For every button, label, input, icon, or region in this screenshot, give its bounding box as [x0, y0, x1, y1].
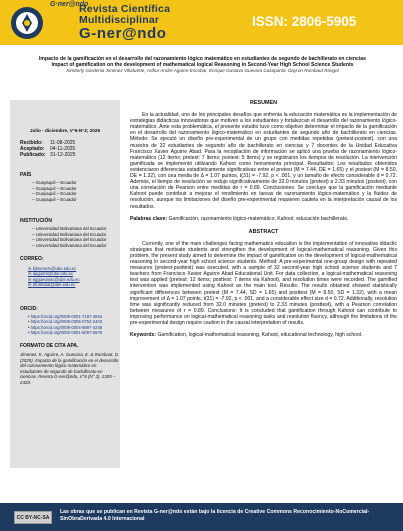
- article-authors: Kimberly Gardenia Jimenez Villafuerte, Arthur André Aguirre Escobar, Enrique Gustavo Guevara Cazapanta, Dayron Rumbaut Rangel: [66, 68, 339, 74]
- journal-name-line3: G-ner@ndo: [79, 25, 167, 42]
- resumen-heading: RESUMEN: [250, 100, 277, 106]
- resumen-body: En la actualidad, uno de los principales desafíos que enfrenta la educación matemática es la implementación de estrategias didácticas innovadoras que motiven a los estudiantes y fortalezcan el desarrollo del razonamiento lógico-matemático. Ante esta problemática, el presente estudio tuvo como objetivo determinar el impacto de la gamificación en el desarrollo del razonamiento lógico-matemático en estudiantes de segundo año de bachillerato en ciencias. Método: Se ejecutó un diseño pre-experimental de un grupo con medidas repetidas (pretest-postest), con una muestra de 32 estudiantes de segundo año de bachillerato en ciencias y 7 docentes de la Unidad Educativa Francisco Xavier Aguirre Abad. Para la recopilación de información se aplicó una prueba de razonamiento lógico-matemático (12 ítems; pretest: 7 ítems; postest: 5 ítems) y se registraron los tiempos de resolución. La intervención gamificada se implementó utilizando Kahoot como herramienta principal. Resultados: Los resultados obtenidos evidenciaron diferencias estadísticamente significativas entre el pretest (M = 7.44, DE = 1.65) y el postest (M = 8.50, DE = 1.32), con una media de Δ = 1.07 puntos, t(31) = -7.92, p < .001, y un tamaño de efecto considerable d = 0.72. Además, el tiempo de resolución se redujo significativamente de 32.0 minutos (pretest) a 2.33 minutos (postest), con una correlación de Pearson entre medidas de r = 0.89. Conclusiones: Se concluye que la gamificación mediante Kahoot puede contribuir a mejorar el rendimiento en tareas de razonamiento lógico-matemático y la fluidez de resolución, aunque los limitaciones del diseño pre-experimental requieren cautela en la interpretación causal de los resultados.: [130, 112, 397, 210]
- institucion-item: – Universidad Bolivariana del Ecuador: [32, 232, 106, 238]
- institucion-list: [32, 226, 106, 248]
- issn-label: ISSN: 2806-5905: [252, 14, 357, 29]
- license-footer: [0, 503, 403, 531]
- date-value: 11-08-2025: [50, 140, 76, 146]
- article-title-en: Impact of gamification on the development of mathematical logical Reasoning in Second-Year High School Science Students: [51, 62, 354, 69]
- journal-brand: G·ner@ndo: [50, 1, 89, 8]
- article-dates: [20, 140, 76, 159]
- license-text: Las obras que se publican en Revista G-ner@ndo están bajo la licencia de Creative Commons Reconocimiento-NoComercial-SinObraDerivada 4.0 Internacional: [60, 509, 370, 522]
- date-row: [20, 152, 76, 158]
- edition-label: Julio - diciembre, V°6-N°2; 2025: [29, 128, 101, 133]
- email-link[interactable]: ✉ aaguirre@ube.edu.ec: [28, 271, 80, 276]
- article-sidebar: [10, 100, 120, 468]
- cita-heading: FORMATO DE CITA APA.: [20, 343, 79, 349]
- abstract-body: Currently, one of the main challenges facing mathematics education is the implementation of innovative didactic strategies that motivate students and strengthen the development of logical-mathematical reasoning. Given this problem, the present study aimed to determine the impact of gamification on the development of logical-mathematical reasoning in second-year high school science students. Method: A pre-experimental one-group design with repeated measures (pretest-posttest) was executed, with a sample of 32 second-year high school science students and 7 teachers from Francisco Xavier Aguirre Abad Educational Unit. For data collection, a logical-mathematical reasoning test was applied (pretest: 12 items; posttest: 7 items via Kahoot), and resolution times were recorded. The gamified intervention was implemented using Kahoot as the main tool. Results: The results obtained showed statistically significant differences between pretest (M = 7.44, SD = 1.65) and posttest (M = 8.50, SD = 1.32), with a mean improvement of Δ = 1.07 points, t(31) = -7.92, p < .001, and a considerable effect size d = 0.72. Additionally, resolution time was significantly reduced from 32.0 minutes (pretest) to 2.33 minutes (posttest), with a Pearson correlation between measures of r = 0.89. Conclusions: It is concluded that gamification through Kahoot can contribute to improving performance on logical-mathematical reasoning tasks and resolution fluency, although the limitations of the pre-experimental design require caution in the causal interpretation of results.: [130, 240, 397, 326]
- date-label: Recibido:: [20, 140, 43, 146]
- pais-item: – Guayaquil – Ecuador: [32, 191, 77, 197]
- date-label: Publicado:: [20, 152, 46, 159]
- journal-header: [0, 0, 403, 45]
- article-main: [130, 100, 397, 338]
- email-list: [28, 266, 80, 288]
- pais-item: – Guayaquil – Ecuador: [32, 197, 77, 203]
- pais-item: – Guayaquil – Ecuador: [32, 186, 77, 192]
- date-value: 04-11-2025: [50, 146, 76, 153]
- keywords-label: Palabras clave:: [130, 215, 168, 222]
- institucion-item: – Universidad Bolivariana del Ecuador: [32, 243, 106, 249]
- orcid-link[interactable]: • https://orcid.org/0009-0005-0752-2403: [28, 319, 102, 324]
- keywords-text: Gamificación, razonamiento lógico-matemático, Kahoot, educación bachillerato.: [168, 215, 349, 222]
- keywords-text: Gamification, logical-mathematical reasoning, Kahoot, educational technology, high school.: [157, 332, 363, 339]
- abstract-keywords: [130, 332, 397, 338]
- article-title-es: Impacto de la gamificación en el desarrollo del razonamiento lógico matemático en estudiantes de segundo de bachillerato en ciencias: [39, 56, 366, 62]
- institucion-heading: INSTITUCIÓN: [20, 218, 52, 224]
- email-link[interactable]: ✉ drumbaut@ube.edu.ec: [28, 282, 80, 287]
- orcid-link[interactable]: • https://orcid.org/0009-0001-7187-4844: [28, 314, 102, 319]
- pais-list: [32, 180, 77, 202]
- abstract-heading: ABSTRACT: [248, 228, 279, 235]
- orcid-list: [28, 314, 102, 336]
- keywords-label: Keywords:: [130, 332, 157, 339]
- email-link[interactable]: ✉ egguevarac@ube.edu.ec: [28, 277, 80, 282]
- pais-item: – Guayaquil – Ecuador: [32, 180, 77, 186]
- orcid-link[interactable]: • https://orcid.org/0009-0004-9887-4248: [28, 325, 102, 330]
- pais-heading: PAÍS: [20, 172, 32, 178]
- journal-logo-icon: [10, 6, 44, 40]
- cc-license-badge[interactable]: CC BY-NC-SA: [14, 511, 52, 524]
- date-value: 31-12-2025: [50, 152, 76, 159]
- orcid-link[interactable]: • https://orcid.org/0000-0001-8087-0879: [28, 330, 102, 335]
- institucion-item: – Universidad Bolivariana del Ecuador: [32, 226, 106, 232]
- apa-citation: Jimenez, K. Aguirre, A. Guevara, E. & Rumbaut, D. (2025). Impacto de la gamificación en el desarrollo del razonamiento lógico matemático en estudiantes de segundo de bachillerato en ciencias. Revista G-ner@ndo, V°6 (N° 2). 2305 – 2428.: [20, 352, 120, 385]
- journal-name-line1: Revista Científica: [79, 3, 171, 15]
- date-label: Aceptado:: [20, 146, 45, 153]
- article-titles: [8, 56, 397, 74]
- orcid-heading: ORCID:: [20, 306, 38, 312]
- email-link[interactable]: ✉ kjimenezv@ube.edu.ec: [28, 266, 80, 271]
- journal-name-line2: Multidisciplinar: [79, 14, 160, 26]
- correo-heading: CORREO:: [20, 256, 44, 262]
- institucion-item: – Universidad Bolivariana del Ecuador: [32, 237, 106, 243]
